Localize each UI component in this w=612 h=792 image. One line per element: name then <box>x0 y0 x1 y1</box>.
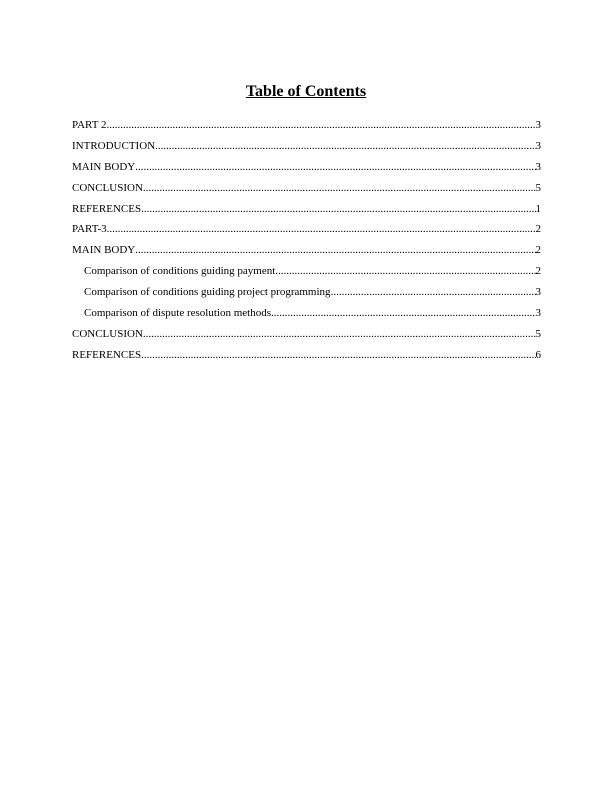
toc-entry-label: Comparison of conditions guiding payment <box>84 265 276 278</box>
toc-entry-main-body-2[interactable] <box>72 240 541 261</box>
toc-dot-leader <box>107 219 536 240</box>
toc-entry-comparison-programming[interactable] <box>72 282 541 303</box>
toc-dot-leader <box>141 199 535 220</box>
toc-entry-label: CONCLUSION <box>72 181 143 194</box>
toc-entry-page: 5 <box>535 181 541 194</box>
toc-dot-leader <box>331 282 536 303</box>
toc-entry-references-2[interactable] <box>72 345 541 366</box>
toc-title: Table of Contents <box>245 83 367 100</box>
toc-entry-page: 5 <box>535 327 541 340</box>
toc-entry-label: Comparison of conditions guiding project programming <box>84 286 331 299</box>
toc-entry-references[interactable] <box>72 199 541 220</box>
toc-dot-leader <box>141 345 535 366</box>
toc-entry-label: INTRODUCTION <box>72 139 156 152</box>
toc-entry-conclusion[interactable] <box>72 178 541 199</box>
toc-entry-label: PART-3 <box>72 223 107 236</box>
toc-entry-page: 3 <box>535 160 541 173</box>
toc-entry-part-2[interactable] <box>72 115 541 136</box>
toc-entry-page: 3 <box>535 119 541 131</box>
toc-entry-page: 2 <box>535 223 541 236</box>
toc-entry-page: 6 <box>535 348 541 361</box>
toc-entry-page: 3 <box>535 286 541 299</box>
toc-dot-leader <box>155 136 535 157</box>
toc-entry-page: 3 <box>535 307 541 320</box>
toc-dot-leader <box>271 303 536 324</box>
toc-entry-label: MAIN BODY <box>72 160 136 173</box>
toc-entry-main-body[interactable] <box>72 157 541 178</box>
toc-entry-label: REFERENCES <box>72 202 142 215</box>
toc-entry-page: 1 <box>535 202 541 215</box>
toc-list <box>72 115 541 366</box>
toc-entry-part-3[interactable] <box>72 219 541 240</box>
toc-entry-label: REFERENCES <box>72 348 142 361</box>
toc-entry-introduction[interactable] <box>72 136 541 157</box>
toc-dot-leader <box>275 261 535 282</box>
toc-entry-label: Comparison of dispute resolution methods <box>84 307 271 320</box>
toc-dot-leader <box>107 115 536 136</box>
toc-entry-comparison-dispute[interactable] <box>72 303 541 324</box>
toc-dot-leader <box>135 240 535 261</box>
toc-dot-leader <box>135 157 535 178</box>
toc-entry-comparison-payment[interactable] <box>72 261 541 282</box>
toc-entry-label: MAIN BODY <box>72 244 136 257</box>
toc-dot-leader <box>143 324 536 345</box>
toc-entry-page: 2 <box>535 265 541 278</box>
toc-entry-label: PART 2 <box>72 119 107 131</box>
toc-dot-leader <box>143 178 536 199</box>
toc-entry-page: 3 <box>535 139 541 152</box>
toc-entry-label: CONCLUSION <box>72 327 143 340</box>
toc-entry-page: 2 <box>535 244 541 257</box>
toc-entry-conclusion-2[interactable] <box>72 324 541 345</box>
